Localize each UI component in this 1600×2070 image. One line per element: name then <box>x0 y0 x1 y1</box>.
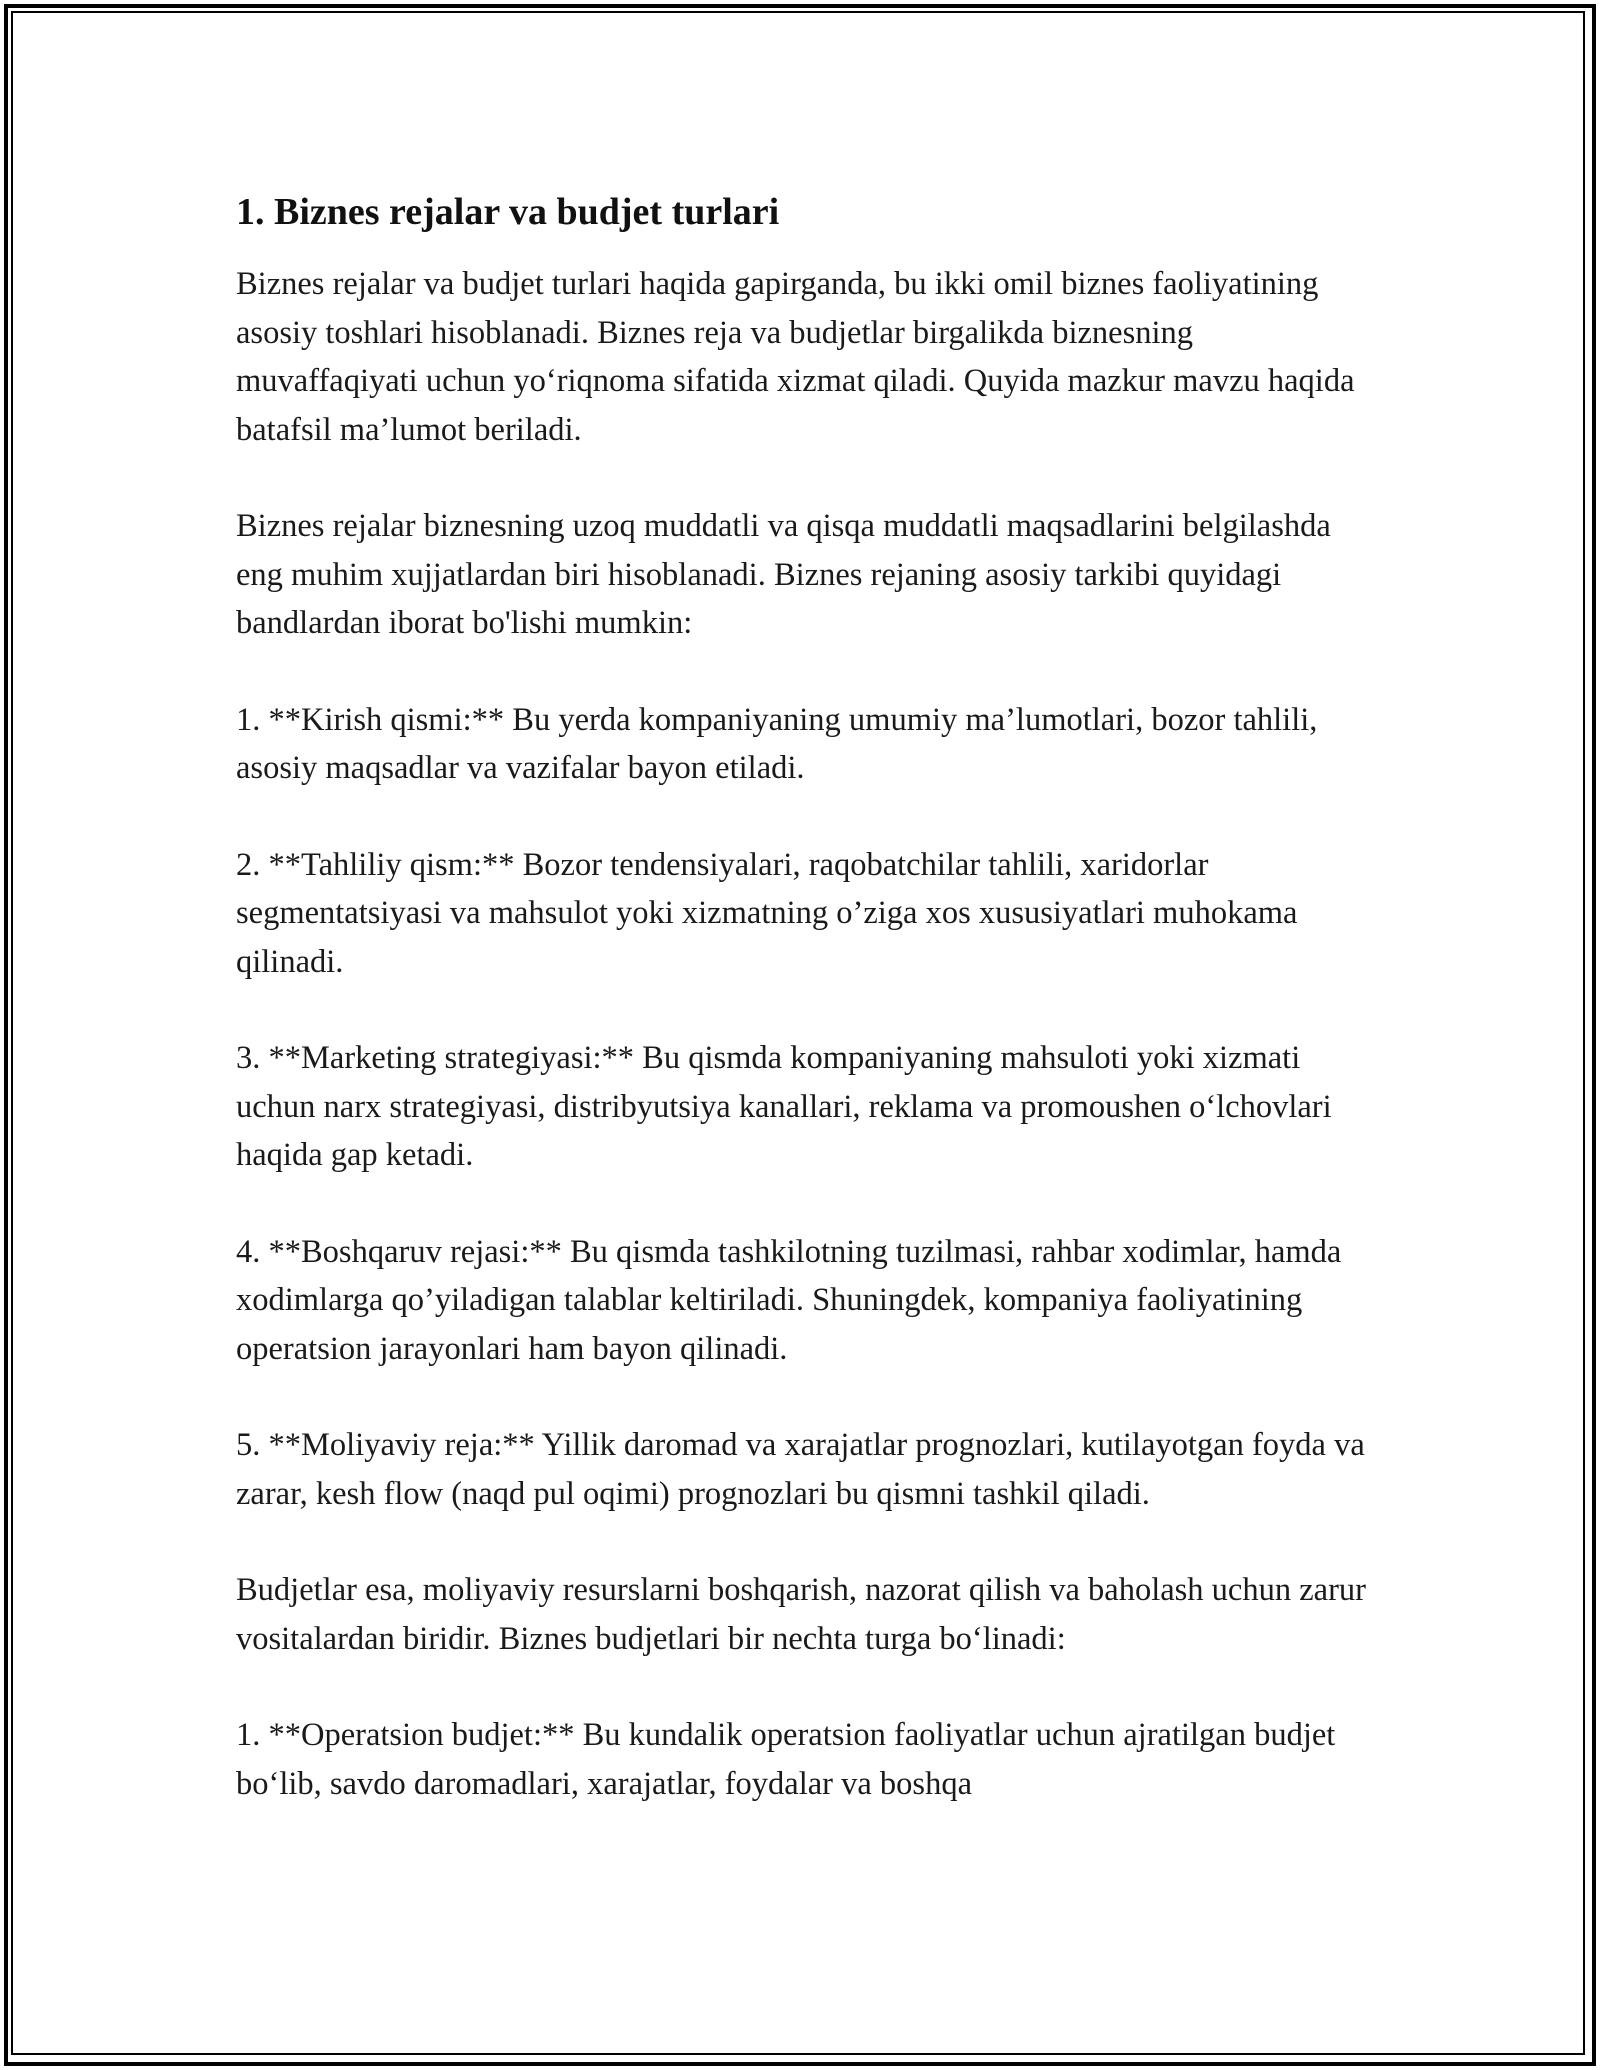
list-item-financial: 5. **Moliyaviy reja:** Yillik daromad va xarajatlar prognozlari, kutilayotgan foyda va zarar, kesh flow (naqd pul oqimi) prognozlari bu qismni tashkil qiladi. <box>236 1427 1365 1512</box>
list-item-introduction: 1. **Kirish qismi:** Bu yerda kompaniyaning umumiy ma’lumotlari, bozor tahlili, asosiy maqsadlar va vazifalar bayon etiladi. <box>236 701 1318 786</box>
list-item-analysis: 2. **Tahliliy qism:** Bozor tendensiyalari, raqobatchilar tahlili, xaridorlar segmentatsiyasi va mahsulot yoki xizmatning o’ziga xos xususiyatlari muhokama qilinadi. <box>236 846 1298 980</box>
paragraph-budgets: Budjetlar esa, moliyaviy resurslarni boshqarish, nazorat qilish va baholash uchun zarur vositalardan biridir. Biznes budjetlari bir nechta turga bo‘linadi: <box>236 1572 1366 1657</box>
list-item-marketing: 3. **Marketing strategiyasi:** Bu qismda kompaniyaning mahsuloti yoki xizmati uchun narx strategiyasi, distribyutsiya kanallari, reklama va promoushen o‘lchovlari haqida gap ketadi. <box>236 1040 1332 1173</box>
document-body <box>236 186 1376 1856</box>
paragraph-intro: Biznes rejalar va budjet turlari haqida gapirganda, bu ikki omil biznes faoliyatining asosiy toshlari hisoblanadi. Biznes reja va budjetlar birgalikda biznesning muvaffaqiyati uchun yo‘riqnoma sifatida xizmat qiladi. Quyida mazkur mavzu haqida batafsil ma’lumot beriladi. <box>236 266 1355 448</box>
list-item-operational-budget: 1. **Operatsion budjet:** Bu kundalik operatsion faoliyatlar uchun ajratilgan budjet bo‘lib, savdo daromadlari, xarajatlar, foydalar va boshqa <box>236 1717 1336 1802</box>
paragraph-business-plans: Biznes rejalar biznesning uzoq muddatli va qisqa muddatli maqsadlarini belgilashda eng muhim xujjatlardan biri hisoblanadi. Biznes rejaning asosiy tarkibi quyidagi bandlardan iborat bo'lishi mumkin: <box>236 508 1331 641</box>
list-item-management: 4. **Boshqaruv rejasi:** Bu qismda tashkilotning tuzilmasi, rahbar xodimlar, hamda xodimlarga qo’yiladigan talablar keltiriladi. Shuningdek, kompaniya faoliyatining operatsion jarayonlari ham bayon qilinadi. <box>236 1233 1342 1367</box>
document-title: 1. Biznes rejalar va budjet turlari <box>236 191 780 233</box>
